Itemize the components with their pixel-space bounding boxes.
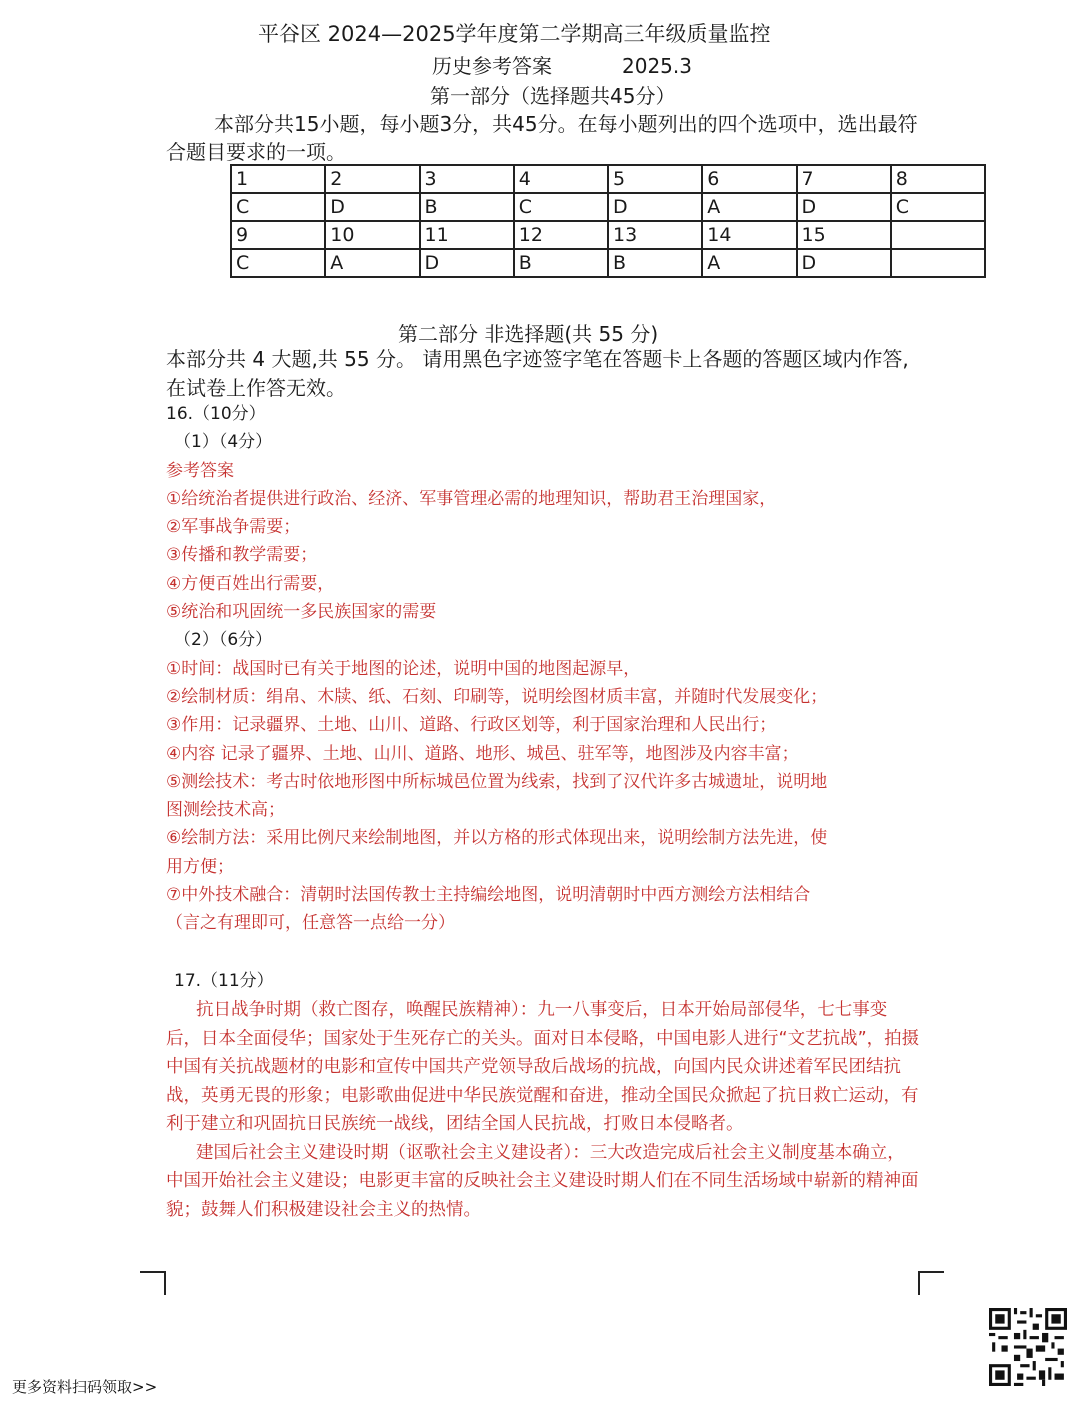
qr-code-icon[interactable] <box>989 1308 1067 1386</box>
list-item: ①给统治者提供进行政治、经济、军事管理必需的地理知识，帮助君王治理国家， <box>166 488 777 509</box>
question-16-title: 16.（10分） <box>166 404 266 424</box>
list-item: ⑤统治和巩固统一多民族国家的需要 <box>166 602 437 623</box>
table-cell <box>891 221 985 249</box>
list-item: ⑦中外技术融合：清朝时法国传教士主持编绘地图，说明清朝时中西方测绘方法相结合 <box>166 885 811 906</box>
subtitle: 历史参考答案 <box>432 54 552 78</box>
table-cell: 9 <box>231 221 325 249</box>
list-item: ③传播和教学需要； <box>166 545 318 566</box>
question-16 <box>166 400 916 938</box>
table-cell: B <box>420 193 514 221</box>
answer-paragraph: 建国后社会主义建设时期（讴歌社会主义建设者）：三大改造完成后社会主义制度基本确立，中国开始社会主义建设；电影更丰富的反映社会主义建设时期人们在不同生活场域中崭新的精神面貌；鼓舞人们积极建设社会主义的热情。 <box>166 1142 919 1220</box>
list-item: 图测绘技术高； <box>166 800 285 821</box>
table-cell: 12 <box>514 221 608 249</box>
table-cell: 5 <box>608 165 702 193</box>
footer-text[interactable]: 更多资料扫码领取>> <box>12 1378 158 1396</box>
list-item: ①时间：战国时已有关于地图的论述，说明中国的地图起源早， <box>166 658 641 679</box>
table-cell: 6 <box>702 165 796 193</box>
part1-title: 第一部分（选择题共45分） <box>430 84 676 108</box>
question-17-title: 17.（11分） <box>174 971 274 991</box>
list-item: 用方便； <box>166 856 234 877</box>
table-cell: 11 <box>420 221 514 249</box>
table-cell: A <box>702 193 796 221</box>
table-cell: 7 <box>797 165 891 193</box>
table-cell: 13 <box>608 221 702 249</box>
table-cell: A <box>325 249 419 277</box>
table-cell: D <box>797 193 891 221</box>
part1-instruction: 本部分共15小题，每小题3分，共45分。在每小题列出的四个选项中，选出最符合题目要求的一项。 <box>166 112 918 164</box>
table-cell: C <box>231 193 325 221</box>
table-cell: A <box>702 249 796 277</box>
table-cell: 10 <box>325 221 419 249</box>
list-item: ④方便百姓出行需要， <box>166 573 335 594</box>
list-item: ②绘制材质：绢帛、木牍、纸、石刻、印刷等，说明绘图材质丰富，并随时代发展变化； <box>166 686 828 707</box>
table-cell: D <box>325 193 419 221</box>
table-cell: 3 <box>420 165 514 193</box>
table-cell: D <box>608 193 702 221</box>
table-cell: 14 <box>702 221 796 249</box>
list-item: ⑥绘制方法：采用比例尺来绘制地图，并以方格的形式体现出来，说明绘制方法先进，使 <box>166 828 828 849</box>
subtitle-row <box>432 50 692 79</box>
table-row <box>231 249 985 277</box>
answer-table <box>230 164 986 278</box>
table-cell: 2 <box>325 165 419 193</box>
table-cell: 15 <box>797 221 891 249</box>
table-row <box>231 221 985 249</box>
table-cell: D <box>797 249 891 277</box>
sub2-title: （2）（6分） <box>174 630 273 651</box>
table-cell: C <box>231 249 325 277</box>
table-cell: B <box>608 249 702 277</box>
part2-title: 第二部分 非选择题(共 55 分) <box>398 322 659 346</box>
reference-answer-label: 参考答案 <box>166 460 234 481</box>
exam-date: 2025.3 <box>622 54 692 78</box>
list-item: ④内容 记录了疆界、土地、山川、道路、地形、城邑、驻军等，地图涉及内容丰富； <box>166 743 799 764</box>
list-item: ⑤测绘技术：考古时依地形图中所标城邑位置为线索，找到了汉代许多古城遗址，说明地 <box>166 771 828 792</box>
table-cell: D <box>420 249 514 277</box>
table-row <box>231 165 985 193</box>
part2-instruction: 本部分共 4 大题,共 55 分。 请用黑色字迹签字笔在答题卡上各题的答题区域内作答, 在试卷上作答无效。 <box>166 347 909 400</box>
table-row <box>231 193 985 221</box>
crop-mark-left <box>140 1271 166 1295</box>
table-cell: C <box>891 193 985 221</box>
sub1-title: （1）（4分） <box>174 432 273 453</box>
list-item: ③作用：记录疆界、土地、山川、道路、行政区划等，利于国家治理和人民出行； <box>166 715 777 736</box>
answer-paragraph: 抗日战争时期（救亡图存，唤醒民族精神）：九一八事变后，日本开始局部侵华，七七事变后，日本全面侵华；国家处于生死存亡的关头。面对日本侵略，中国电影人进行“文艺抗战”，拍摄中国有关抗战题材的电影和宣传中国共产党领导敌后战场的抗战，向国内民众讲述着军民团结抗战，英勇无畏的形象；电影歌曲促进中华民族觉醒和奋进，推动全国民众掀起了抗日救亡运动，有利于建立和巩固抗日民族统一战线，团结全国人民抗战，打败日本侵略者。 <box>166 1000 920 1134</box>
list-item: （言之有理即可，任意答一点给一分） <box>166 913 455 934</box>
table-cell: B <box>514 249 608 277</box>
table-cell <box>891 249 985 277</box>
table-cell: 8 <box>891 165 985 193</box>
table-cell: C <box>514 193 608 221</box>
table-cell: 4 <box>514 165 608 193</box>
crop-mark-right <box>918 1271 944 1295</box>
page-title: 平谷区 2024—2025学年度第二学期高三年级质量监控 <box>258 22 771 46</box>
question-17-answer <box>166 996 922 1224</box>
list-item: ②军事战争需要； <box>166 517 301 538</box>
table-cell: 1 <box>231 165 325 193</box>
